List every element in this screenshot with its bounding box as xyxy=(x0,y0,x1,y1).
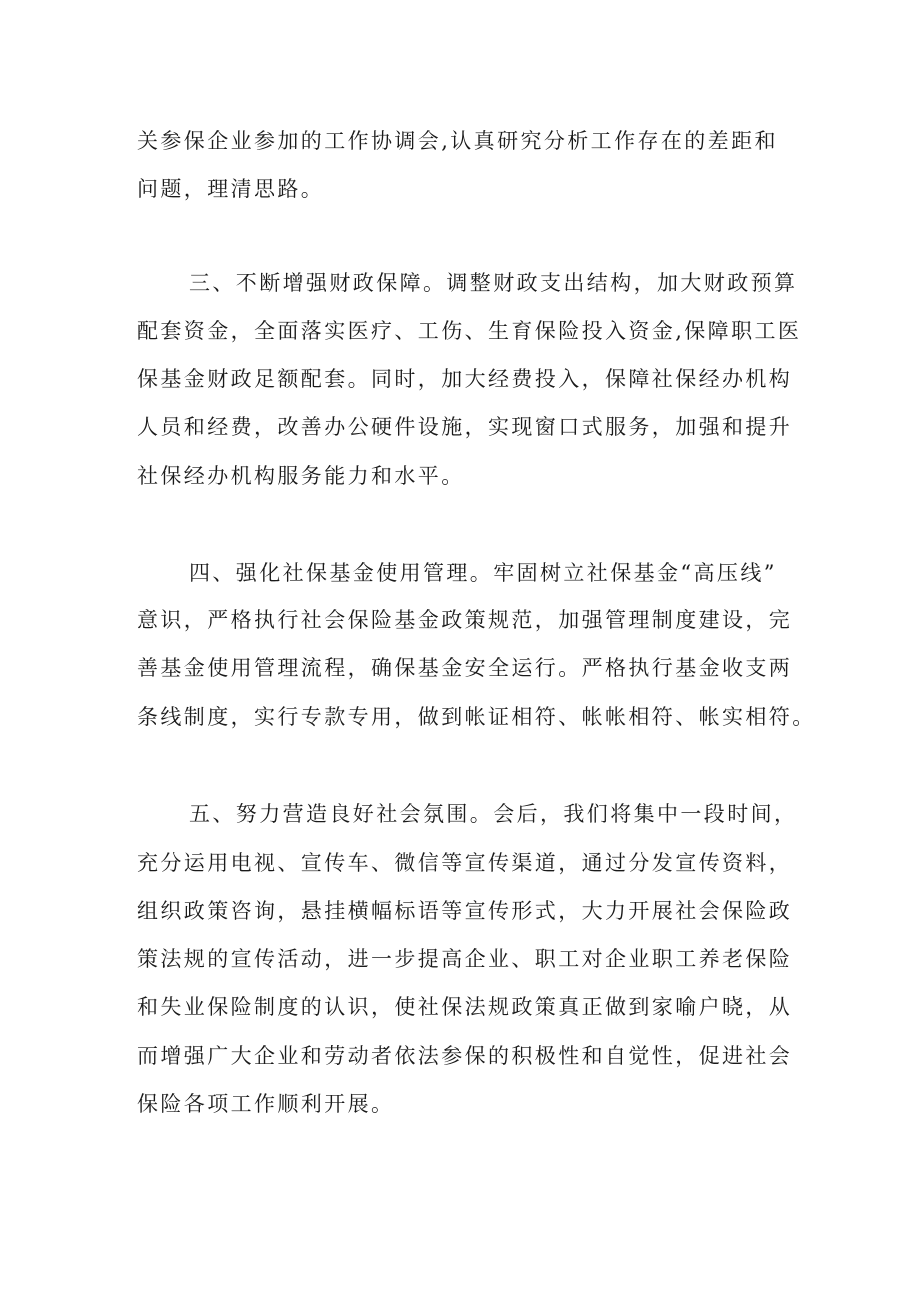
text-line: 问题，理清思路。 xyxy=(137,177,325,201)
text-line: 保险各项工作顺利开展。 xyxy=(137,1092,395,1116)
text-line: 而增强广大企业和劳动者依法参保的积极性和自觉性，促进社会 xyxy=(137,1044,793,1068)
text-line: 意识，严格执行社会保险基金政策规范，加强管理制度建设，完 xyxy=(137,608,793,632)
text-line: 配套资金，全面落实医疗、工伤、生育保险投入资金,保障职工医 xyxy=(137,319,802,343)
text-line: 条线制度，实行专款专用，做到帐证相符、帐帐相符、帐实相符。 xyxy=(137,705,816,729)
text-line: 三、不断增强财政保障。调整财政支出结构，加大财政预算 xyxy=(189,271,798,295)
text-line: 五、努力营造良好社会氛围。会后，我们将集中一段时间， xyxy=(189,802,798,826)
text-line: 保基金财政足额配套。同时，加大经费投入，保障社保经办机构 xyxy=(137,367,793,391)
text-line: 人员和经费，改善办公硬件设施，实现窗口式服务，加强和提升 xyxy=(137,415,793,439)
text-line: 关参保企业参加的工作协调会,认真研究分析工作存在的差距和 xyxy=(137,129,778,153)
text-line: 四、强化社保基金使用管理。牢固树立社保基金“高压线” xyxy=(189,561,777,585)
text-line: 和失业保险制度的认识，使社保法规政策真正做到家喻户晓，从 xyxy=(137,995,793,1019)
text-line: 策法规的宣传活动，进一步提高企业、职工对企业职工养老保险 xyxy=(137,947,793,971)
text-line: 组织政策咨询，悬挂横幅标语等宣传形式，大力开展社会保险政 xyxy=(137,899,793,923)
text-line: 善基金使用管理流程，确保基金安全运行。严格执行基金收支两 xyxy=(137,656,793,680)
text-line: 社保经办机构服务能力和水平。 xyxy=(137,464,465,488)
text-line: 充分运用电视、宣传车、微信等宣传渠道，通过分发宣传资料， xyxy=(137,851,793,875)
